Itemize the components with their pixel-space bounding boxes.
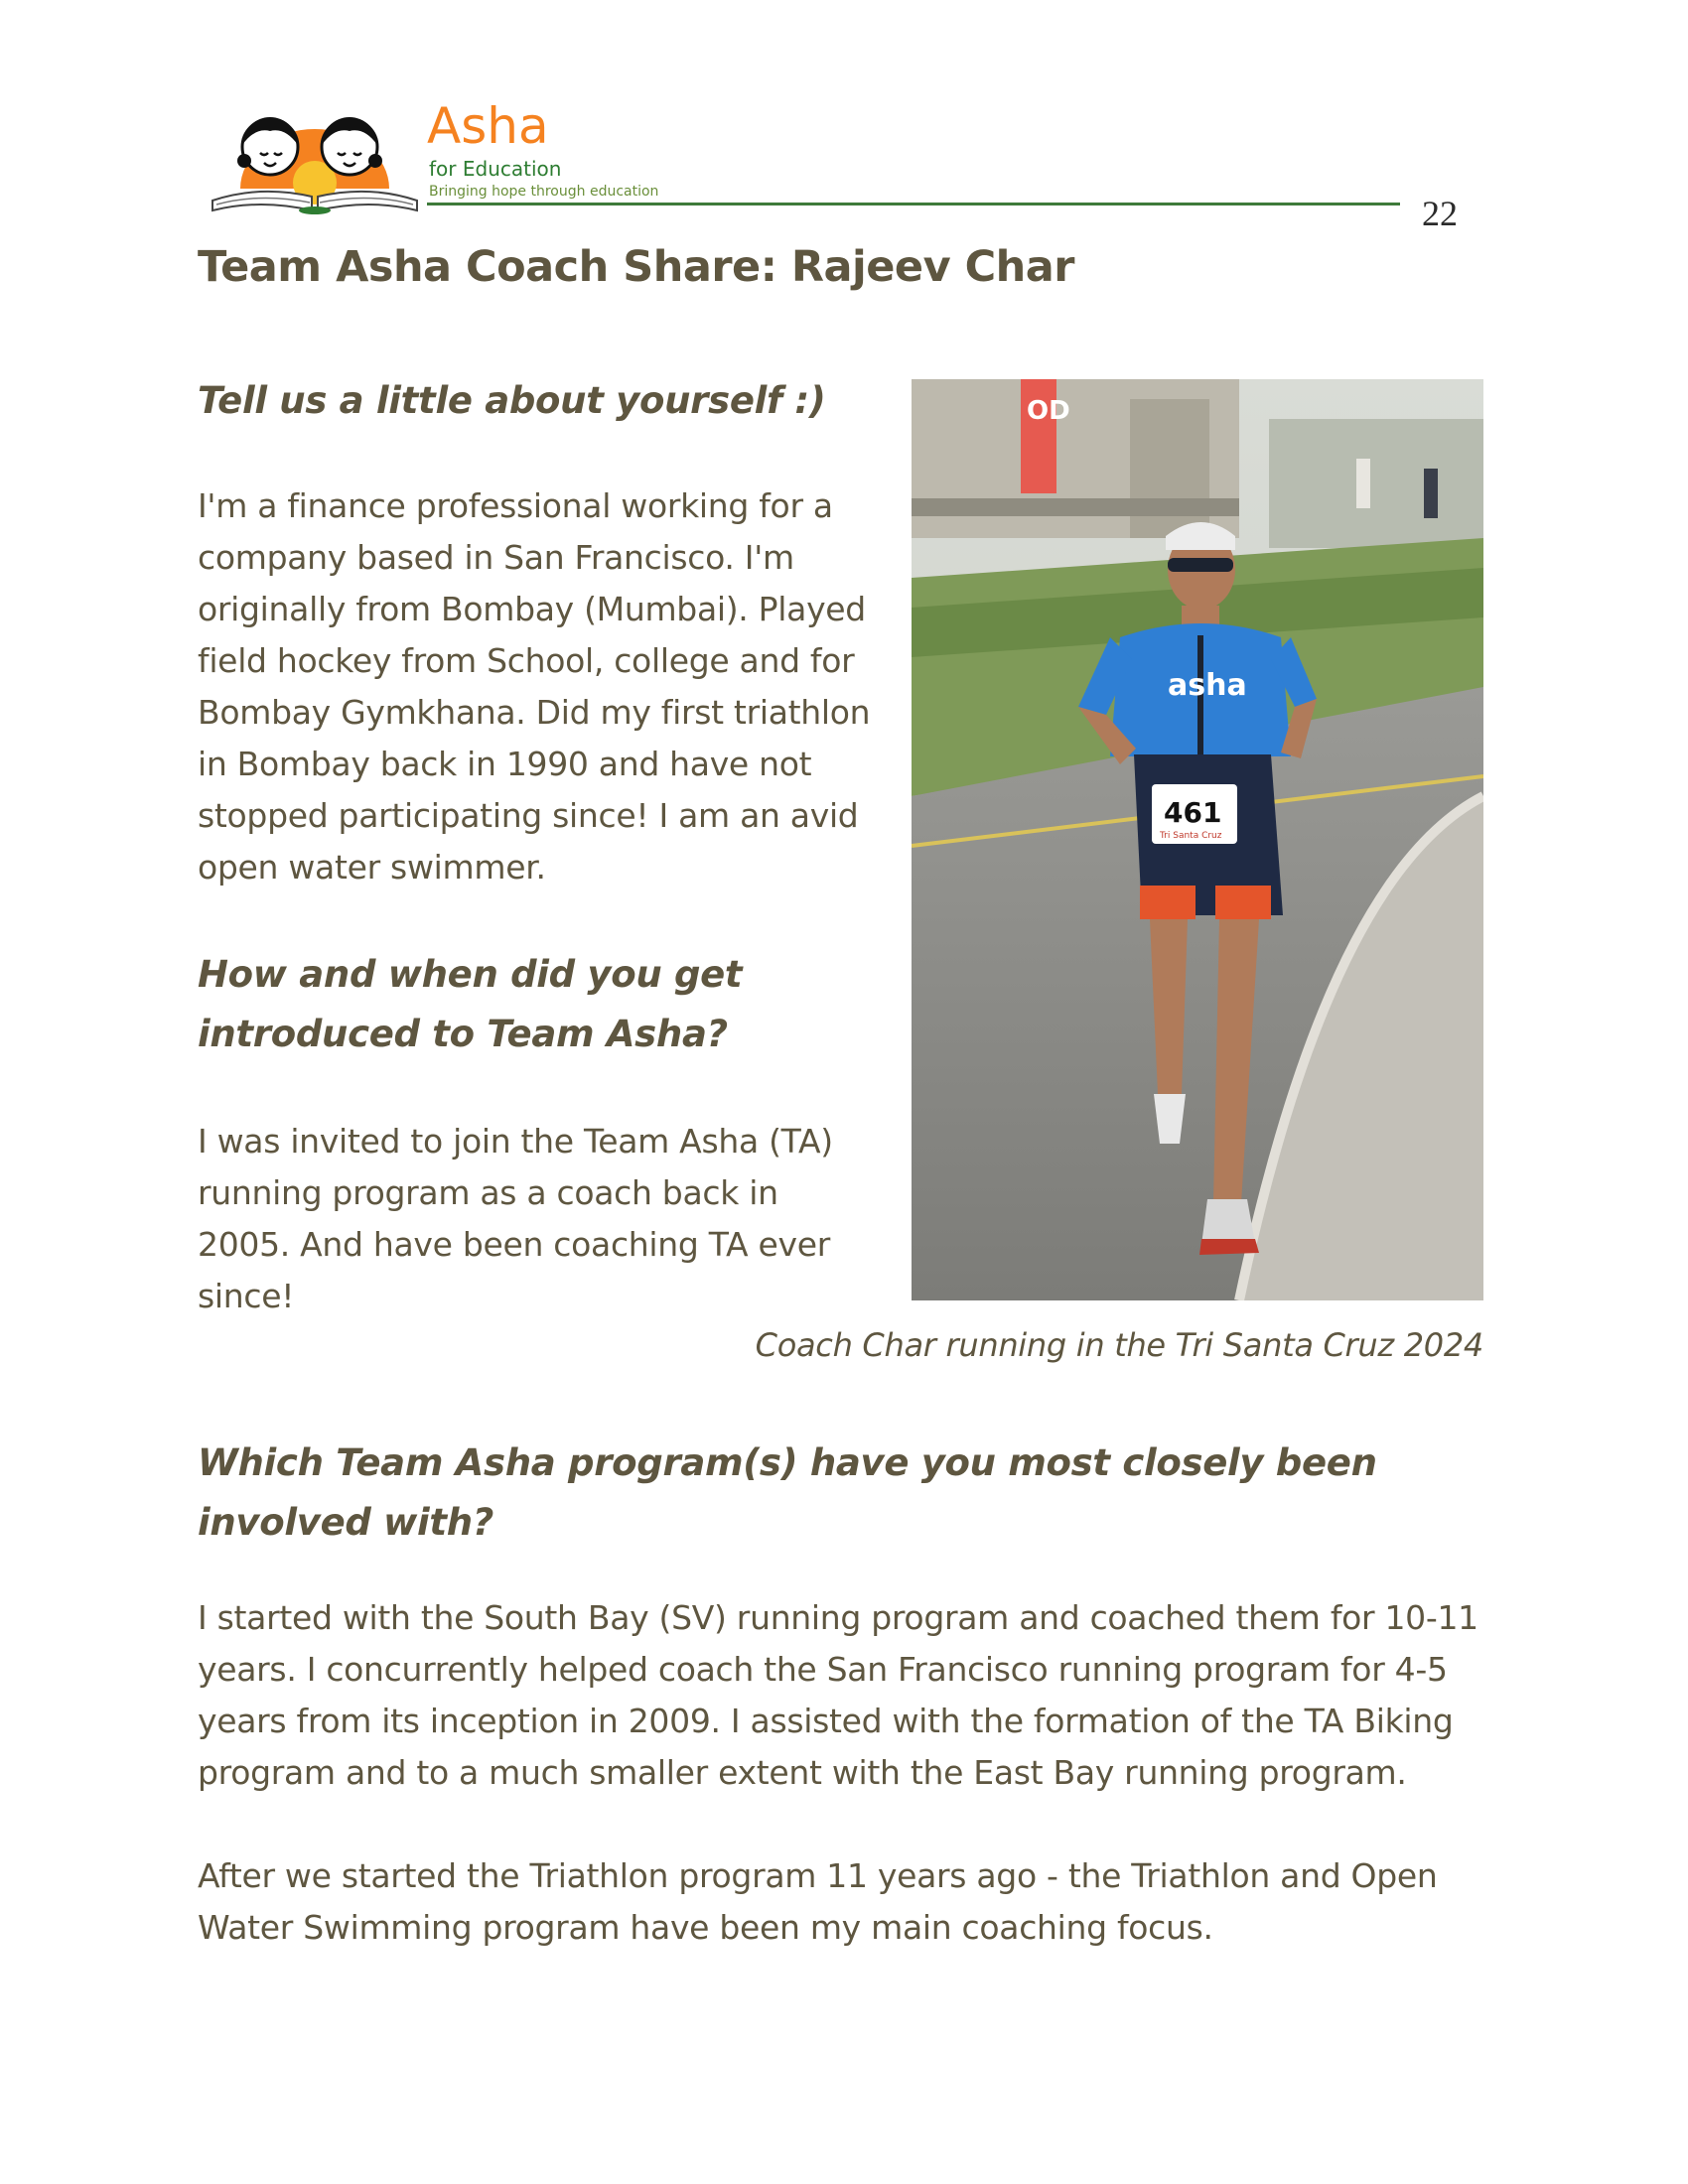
question-heading: How and when did you get introduced to Team Asha? bbox=[198, 953, 743, 1055]
answer-paragraph: After we started the Triathlon program 11 years ago - the Triathlon and Open Water Swimming program have been my main coaching focus. bbox=[198, 1856, 1438, 1947]
photo-caption: Coach Char running in the Tri Santa Cruz 2024 bbox=[755, 1326, 1483, 1364]
answer-paragraph: I was invited to join the Team Asha (TA) running program as a coach back in 2005. And have been coaching TA ever since! bbox=[198, 1122, 833, 1315]
svg-text:Tri Santa Cruz: Tri Santa Cruz bbox=[1160, 831, 1222, 841]
coach-photo bbox=[912, 379, 1483, 1300]
question-heading: Tell us a little about yourself :) bbox=[198, 379, 826, 422]
answer-paragraph: I started with the South Bay (SV) running program and coached them for 10-11 years. I concurrently helped coach the San Francisco running program for 4-5 years from its inception in 2009. I assisted with the formation of the TA Biking program and to a much smaller extent with the East Bay running program. bbox=[198, 1598, 1478, 1792]
question-heading: Which Team Asha program(s) have you most closely been involved with? bbox=[198, 1441, 1377, 1544]
answer-paragraph: I'm a finance professional working for a company based in San Francisco. I'm originally from Bombay (Mumbai). Played field hockey from School, college and for Bombay Gymkhana. Did my first triathlon in Bombay back in 1990 and have not stopped participating since! I am an avid open water swimmer. bbox=[198, 486, 871, 887]
header-divider bbox=[427, 203, 1400, 205]
page-number: 22 bbox=[1422, 194, 1458, 233]
svg-text:461: 461 bbox=[1164, 796, 1222, 829]
asha-logo-icon bbox=[211, 97, 419, 214]
logo-wordmark: Asha bbox=[427, 97, 549, 155]
svg-text:OD: OD bbox=[1027, 396, 1070, 426]
logo-subtitle: for Education bbox=[429, 157, 562, 181]
logo-tagline: Bringing hope through education bbox=[429, 184, 659, 200]
asha-logo bbox=[211, 97, 667, 214]
svg-text:asha: asha bbox=[1168, 668, 1247, 703]
page-title: Team Asha Coach Share: Rajeev Char bbox=[198, 242, 1074, 292]
